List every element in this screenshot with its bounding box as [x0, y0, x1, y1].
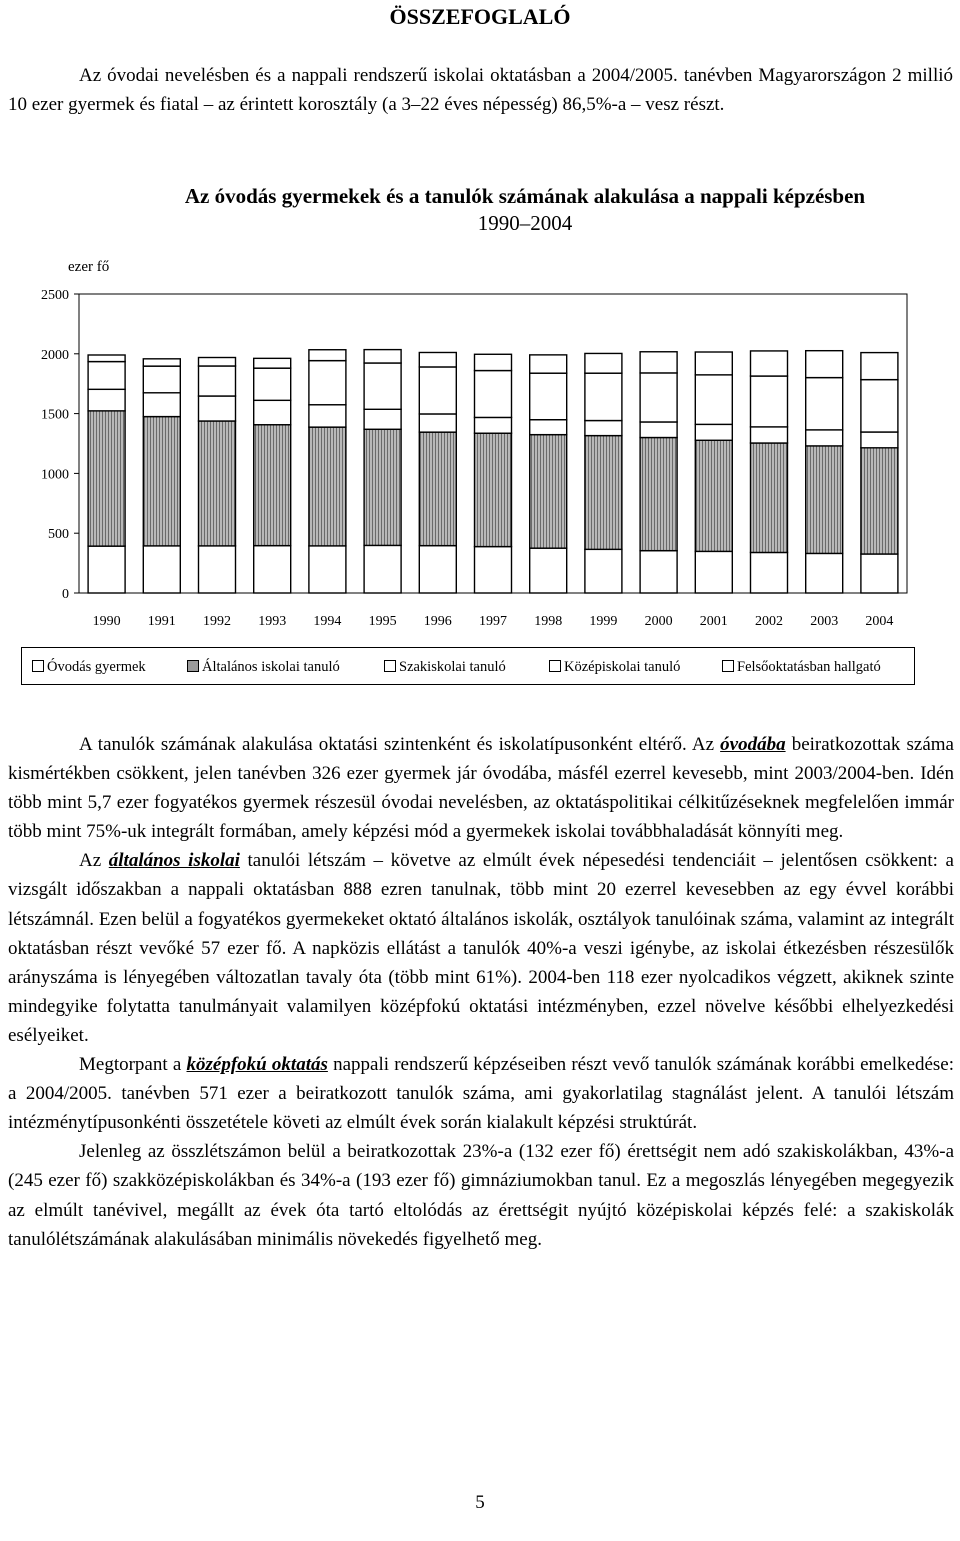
bar-segment — [695, 424, 732, 440]
y-tick-label: 0 — [62, 587, 69, 602]
bar-segment — [585, 353, 622, 373]
bar-segment — [254, 400, 291, 424]
bar-segment — [475, 354, 512, 370]
bar-segment — [254, 358, 291, 368]
bar-segment — [751, 351, 788, 376]
bar-segment — [861, 380, 898, 432]
bar-segment — [475, 417, 512, 433]
x-tick-label: 1992 — [203, 614, 231, 629]
bar-segment — [640, 422, 677, 438]
bar-segment — [199, 546, 236, 593]
y-axis-label: ezer fő — [68, 259, 110, 275]
bar-segment — [695, 375, 732, 425]
paragraph-megoszlas: Jelenleg az összlétszámon belül a beiratkozottak 23%-a (132 ezer fő) érettségit nem adó szakiskolákban, 43%-a (245 ezer fő) szakközépiskolákban és 34%-a (193 ezer fő) gimnáziumokban tanul. Ez a megoszlás lényegében megegyezik az elmúlt tanévivel, megállt az évek óta tartó eltolódás az érettségit nyújtó középiskolai képzés felé: a szakiskolák tanulólétszámának alakulásában minimális növekedés figyelhető meg. — [8, 1141, 954, 1250]
legend-item-felsooktatas — [722, 659, 881, 676]
bar-segment — [640, 352, 677, 373]
bar-segment — [199, 358, 236, 366]
bar-segment — [585, 421, 622, 436]
bar-segment — [585, 373, 622, 420]
y-tick-label: 2000 — [41, 347, 69, 363]
body-text — [8, 730, 954, 1254]
bar-segment — [806, 378, 843, 430]
y-tick-label: 500 — [48, 527, 69, 543]
bar-segment — [364, 429, 401, 545]
bar-segment — [254, 546, 291, 593]
y-tick-label: 1500 — [41, 407, 69, 423]
y-tick-label: 1000 — [41, 467, 69, 483]
x-tick-label: 1990 — [92, 614, 121, 629]
bar-segment — [640, 438, 677, 551]
bar-segment — [88, 362, 125, 390]
bar-segment — [861, 432, 898, 448]
bar-segment — [806, 553, 843, 593]
legend-item-kozepiskolai — [549, 659, 680, 676]
bar-segment — [530, 435, 567, 549]
bar-segment — [88, 389, 125, 411]
x-tick-label: 1997 — [479, 614, 507, 629]
bar-segment — [806, 446, 843, 554]
bar-segment — [143, 359, 180, 366]
stacked-bar-chart — [0, 270, 960, 640]
x-tick-label: 1996 — [423, 614, 452, 629]
bar-segment — [143, 546, 180, 593]
intro-text: Az óvodai nevelésben és a nappali rendszerű iskolai oktatásban a 2004/2005. tanévben Magyarországon 2 millió 10 ezer gyermek és fiatal – az érintett korosztály (a 3–22 éves népesség) 86,5%-a – vesz részt. — [8, 65, 953, 115]
bar-segment — [861, 353, 898, 380]
x-tick-label: 1998 — [534, 614, 563, 629]
bar-segment — [364, 363, 401, 409]
x-tick-label: 2002 — [755, 614, 783, 629]
bar-segment — [309, 427, 346, 546]
x-tick-label: 2001 — [699, 614, 728, 629]
bar-segment — [695, 440, 732, 551]
legend-swatch — [187, 660, 199, 672]
bar-segment — [364, 409, 401, 429]
bar-segment — [309, 361, 346, 405]
bar-segment — [585, 549, 622, 593]
bar-segment — [254, 368, 291, 400]
x-tick-label: 2000 — [644, 614, 673, 629]
bar-segment — [364, 350, 401, 363]
bar-segment — [143, 393, 180, 417]
bar-segment — [530, 420, 567, 435]
bar-segment — [475, 371, 512, 418]
bar-segment — [530, 373, 567, 420]
bar-segment — [419, 546, 456, 593]
legend-label: Szakiskolai tanuló — [399, 659, 506, 675]
x-tick-label: 1991 — [147, 614, 176, 629]
page-title: ÖSSZEFOGLALÓ — [389, 4, 571, 29]
chart-legend — [21, 647, 915, 685]
x-tick-label: 1995 — [368, 614, 397, 629]
bar-segment — [751, 427, 788, 443]
bar-segment — [861, 448, 898, 554]
legend-swatch — [32, 660, 44, 672]
emphasis-kozepfoku: középfokú oktatás — [186, 1054, 328, 1076]
bar-segment — [751, 552, 788, 593]
bar-segment — [475, 433, 512, 546]
legend-swatch — [722, 660, 734, 672]
legend-label: Óvodás gyermek — [47, 659, 146, 675]
x-tick-label: 1999 — [589, 614, 618, 629]
bar-segment — [88, 355, 125, 362]
bar-segment — [640, 551, 677, 593]
bar-segment — [640, 373, 677, 422]
bar-segment — [419, 367, 456, 414]
bar-segment — [309, 546, 346, 593]
paragraph-ovoda: A tanulók számának alakulása oktatási szintenként és iskolatípusonként eltérő. Az óvodába beiratkozottak száma kismértékben csökkent, jelen tanévben 326 ezer gyermek jár óvodába, másfél ezerrel kevesebb, mint 2003/2004-ben. Idén több mint 5,7 ezer fogyatékos gyermek részesül óvodai nevelésben, az oktatáspolitikai célkitűzéseknek megfelelően immár több mint 75%-uk integrált formában, amely képzési mód a gyermekek iskolai továbbhaladását könnyíti meg. — [8, 734, 954, 843]
bar-segment — [530, 548, 567, 593]
bar-segment — [695, 352, 732, 375]
bar-segment — [199, 366, 236, 396]
legend-swatch — [549, 660, 561, 672]
bar-segment — [254, 425, 291, 546]
legend-swatch — [384, 660, 396, 672]
bar-segment — [419, 352, 456, 366]
bar-segment — [143, 366, 180, 393]
legend-label: Felsőoktatásban hallgató — [737, 659, 881, 675]
bar-segment — [88, 411, 125, 546]
intro-paragraph — [8, 61, 953, 119]
bar-segment — [806, 430, 843, 446]
bar-segment — [143, 417, 180, 546]
bar-segment — [309, 405, 346, 427]
bar-segment — [199, 421, 236, 546]
paragraph-kozepfok: Megtorpant a középfokú oktatás nappali rendszerű képzéseiben részt vevő tanulók számának korábbi emelkedése: a 2004/2005. tanévben 571 ezer a beiratkozott tanulók száma, ami gyakorlatilag stagnálást jelent. A tanulói létszám intézménytípusonkénti összetétele követi az elmúlt évek során kialakult képzési struktúrát. — [8, 1054, 954, 1134]
x-tick-label: 1993 — [258, 614, 287, 629]
x-tick-label: 1994 — [313, 614, 342, 629]
x-tick-label: 2003 — [810, 614, 839, 629]
legend-item-szakiskolai — [384, 659, 506, 676]
emphasis-altalanos: általános iskolai — [108, 850, 240, 872]
bar-segment — [751, 376, 788, 427]
bar-segment — [88, 546, 125, 593]
bar-segment — [751, 443, 788, 552]
bar-segment — [419, 414, 456, 432]
x-tick-label: 2004 — [865, 614, 894, 629]
bar-segment — [585, 436, 622, 550]
legend-label: Általános iskolai tanuló — [202, 659, 340, 675]
bar-segment — [861, 554, 898, 593]
bar-segment — [364, 545, 401, 593]
y-tick-label: 2500 — [41, 288, 69, 303]
emphasis-ovodaba: óvodába — [720, 734, 786, 755]
legend-item-ovodas — [32, 659, 146, 676]
legend-item-altalanos — [187, 659, 340, 676]
page-number: 5 — [475, 1492, 485, 1513]
bar-segment — [199, 396, 236, 421]
bar-segment — [695, 551, 732, 593]
chart-title: Az óvodás gyermekek és a tanulók számának alakulása a nappali képzésben — [184, 184, 866, 208]
bar-segment — [806, 351, 843, 378]
bar-segment — [530, 355, 567, 373]
bar-segment — [475, 547, 512, 593]
paragraph-altalanos: Az általános iskolai tanulói létszám – követve az elmúlt évek népesedési tendenciáit – jelentősen csökkent: a vizsgált időszakban a nappali oktatásban 888 ezren tanulnak, több mint 20 ezerrel kevesebben az egy évvel korábbi létszámnál. Ezen belül a fogyatékos gyermekeket oktató általános iskolák, osztályok tanulóinak száma, valamint az integrált oktatásban részt vevőké 57 ezer fő. A napközis ellátást a tanulók 40%-a veszi igénybe, az iskolai étkezésben részesülők arányszáma is lényegében változatlan tavaly óta (több mint 61%). 2004-ben 118 ezer nyolcadikos végzett, akiknek szinte mindegyike folytatta tanulmányait valamilyen középfokú oktatási intézményben, ezzel növelve későbbi elhelyezkedési esélyeiket. — [8, 850, 954, 1046]
bar-segment — [309, 350, 346, 361]
chart-subtitle: 1990–2004 — [477, 211, 573, 235]
legend-label: Középiskolai tanuló — [564, 659, 681, 675]
bar-segment — [419, 432, 456, 546]
